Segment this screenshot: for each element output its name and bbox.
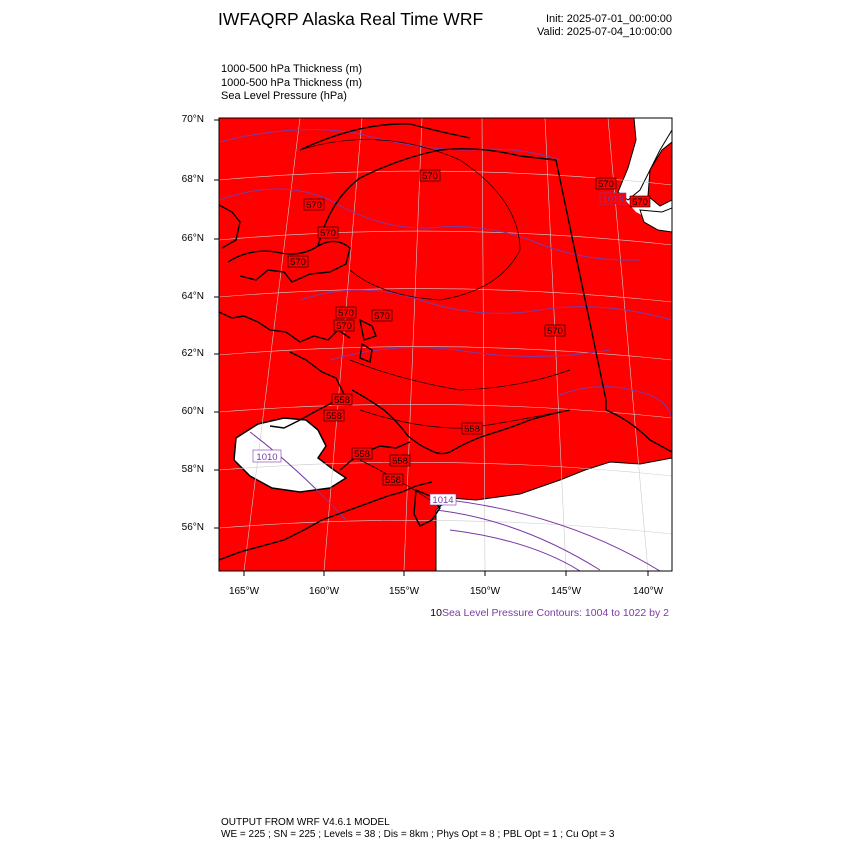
- svg-text:1014: 1014: [432, 495, 454, 506]
- svg-text:558: 558: [326, 411, 342, 422]
- slp-info-text: Sea Level Pressure Contours: 1004 to 1022 by 2: [441, 607, 669, 619]
- svg-text:570: 570: [290, 257, 306, 268]
- svg-text:1010: 1010: [256, 452, 278, 463]
- svg-text:570: 570: [632, 197, 648, 208]
- svg-text:570: 570: [422, 171, 438, 182]
- thickness-label: [372, 310, 392, 322]
- svg-text:558: 558: [334, 395, 350, 406]
- svg-text:558: 558: [464, 424, 480, 435]
- lon-label: 160°W: [308, 586, 340, 597]
- slp-label: [430, 494, 456, 506]
- slp-info-prefix: 10: [430, 607, 442, 619]
- slp-label: [600, 193, 626, 205]
- svg-text:1018: 1018: [602, 194, 624, 205]
- svg-text:570: 570: [374, 311, 390, 322]
- thickness-label: [630, 196, 650, 208]
- lon-label: 140°W: [632, 586, 664, 597]
- thickness-label: [288, 256, 308, 268]
- thickness-label: [383, 474, 403, 486]
- svg-text:558: 558: [354, 449, 370, 460]
- init-time: Init: 2025-07-01_00:00:00: [546, 13, 672, 25]
- map-title: IWFAQRP Alaska Real Time WRF: [218, 9, 484, 29]
- lat-label: 68°N: [181, 174, 204, 185]
- thickness-label: [324, 410, 344, 422]
- lat-label: 70°N: [181, 114, 204, 125]
- field-thickness-1: 1000-500 hPa Thickness (m): [221, 63, 363, 75]
- svg-text:558: 558: [385, 475, 401, 486]
- svg-text:570: 570: [338, 308, 354, 319]
- thickness-label: [332, 394, 352, 406]
- lon-label: 150°W: [469, 586, 501, 597]
- thickness-label: [596, 178, 616, 190]
- lat-label: 64°N: [181, 291, 204, 302]
- thickness-label: [462, 423, 482, 435]
- footer-model: OUTPUT FROM WRF V4.6.1 MODEL: [221, 817, 390, 828]
- model-footer: [221, 817, 614, 841]
- thickness-label: [304, 199, 324, 211]
- thickness-label: [420, 170, 440, 182]
- footer-params: WE = 225 ; SN = 225 ; Levels = 38 ; Dis = 8km ; Phys Opt = 8 ; PBL Opt = 1 ; Cu Opt = 3: [221, 829, 615, 840]
- svg-text:570: 570: [547, 326, 563, 337]
- svg-text:570: 570: [336, 321, 352, 332]
- lon-label: 155°W: [388, 586, 420, 597]
- thickness-label: [336, 307, 356, 319]
- svg-text:570: 570: [320, 228, 336, 239]
- thickness-label: [318, 227, 338, 239]
- lat-label: 56°N: [181, 522, 204, 533]
- thickness-label: [352, 448, 372, 460]
- svg-text:570: 570: [598, 179, 614, 190]
- valid-time: Valid: 2025-07-04_10:00:00: [537, 26, 672, 38]
- svg-text:570: 570: [306, 200, 322, 211]
- thickness-label: [390, 455, 410, 467]
- lon-label: 165°W: [228, 586, 260, 597]
- field-slp: Sea Level Pressure (hPa): [221, 90, 347, 102]
- lat-label: 66°N: [181, 233, 204, 244]
- field-thickness-2: 1000-500 hPa Thickness (m): [221, 76, 363, 89]
- lat-label: 58°N: [181, 464, 204, 475]
- svg-text:558: 558: [392, 456, 408, 467]
- lon-label: 145°W: [550, 586, 582, 597]
- lat-label: 62°N: [181, 348, 204, 359]
- thickness-label: [545, 325, 565, 337]
- thickness-label: [334, 320, 354, 332]
- slp-label: [253, 450, 281, 463]
- lat-label: 60°N: [181, 406, 204, 417]
- slp-contour-info: [430, 607, 669, 619]
